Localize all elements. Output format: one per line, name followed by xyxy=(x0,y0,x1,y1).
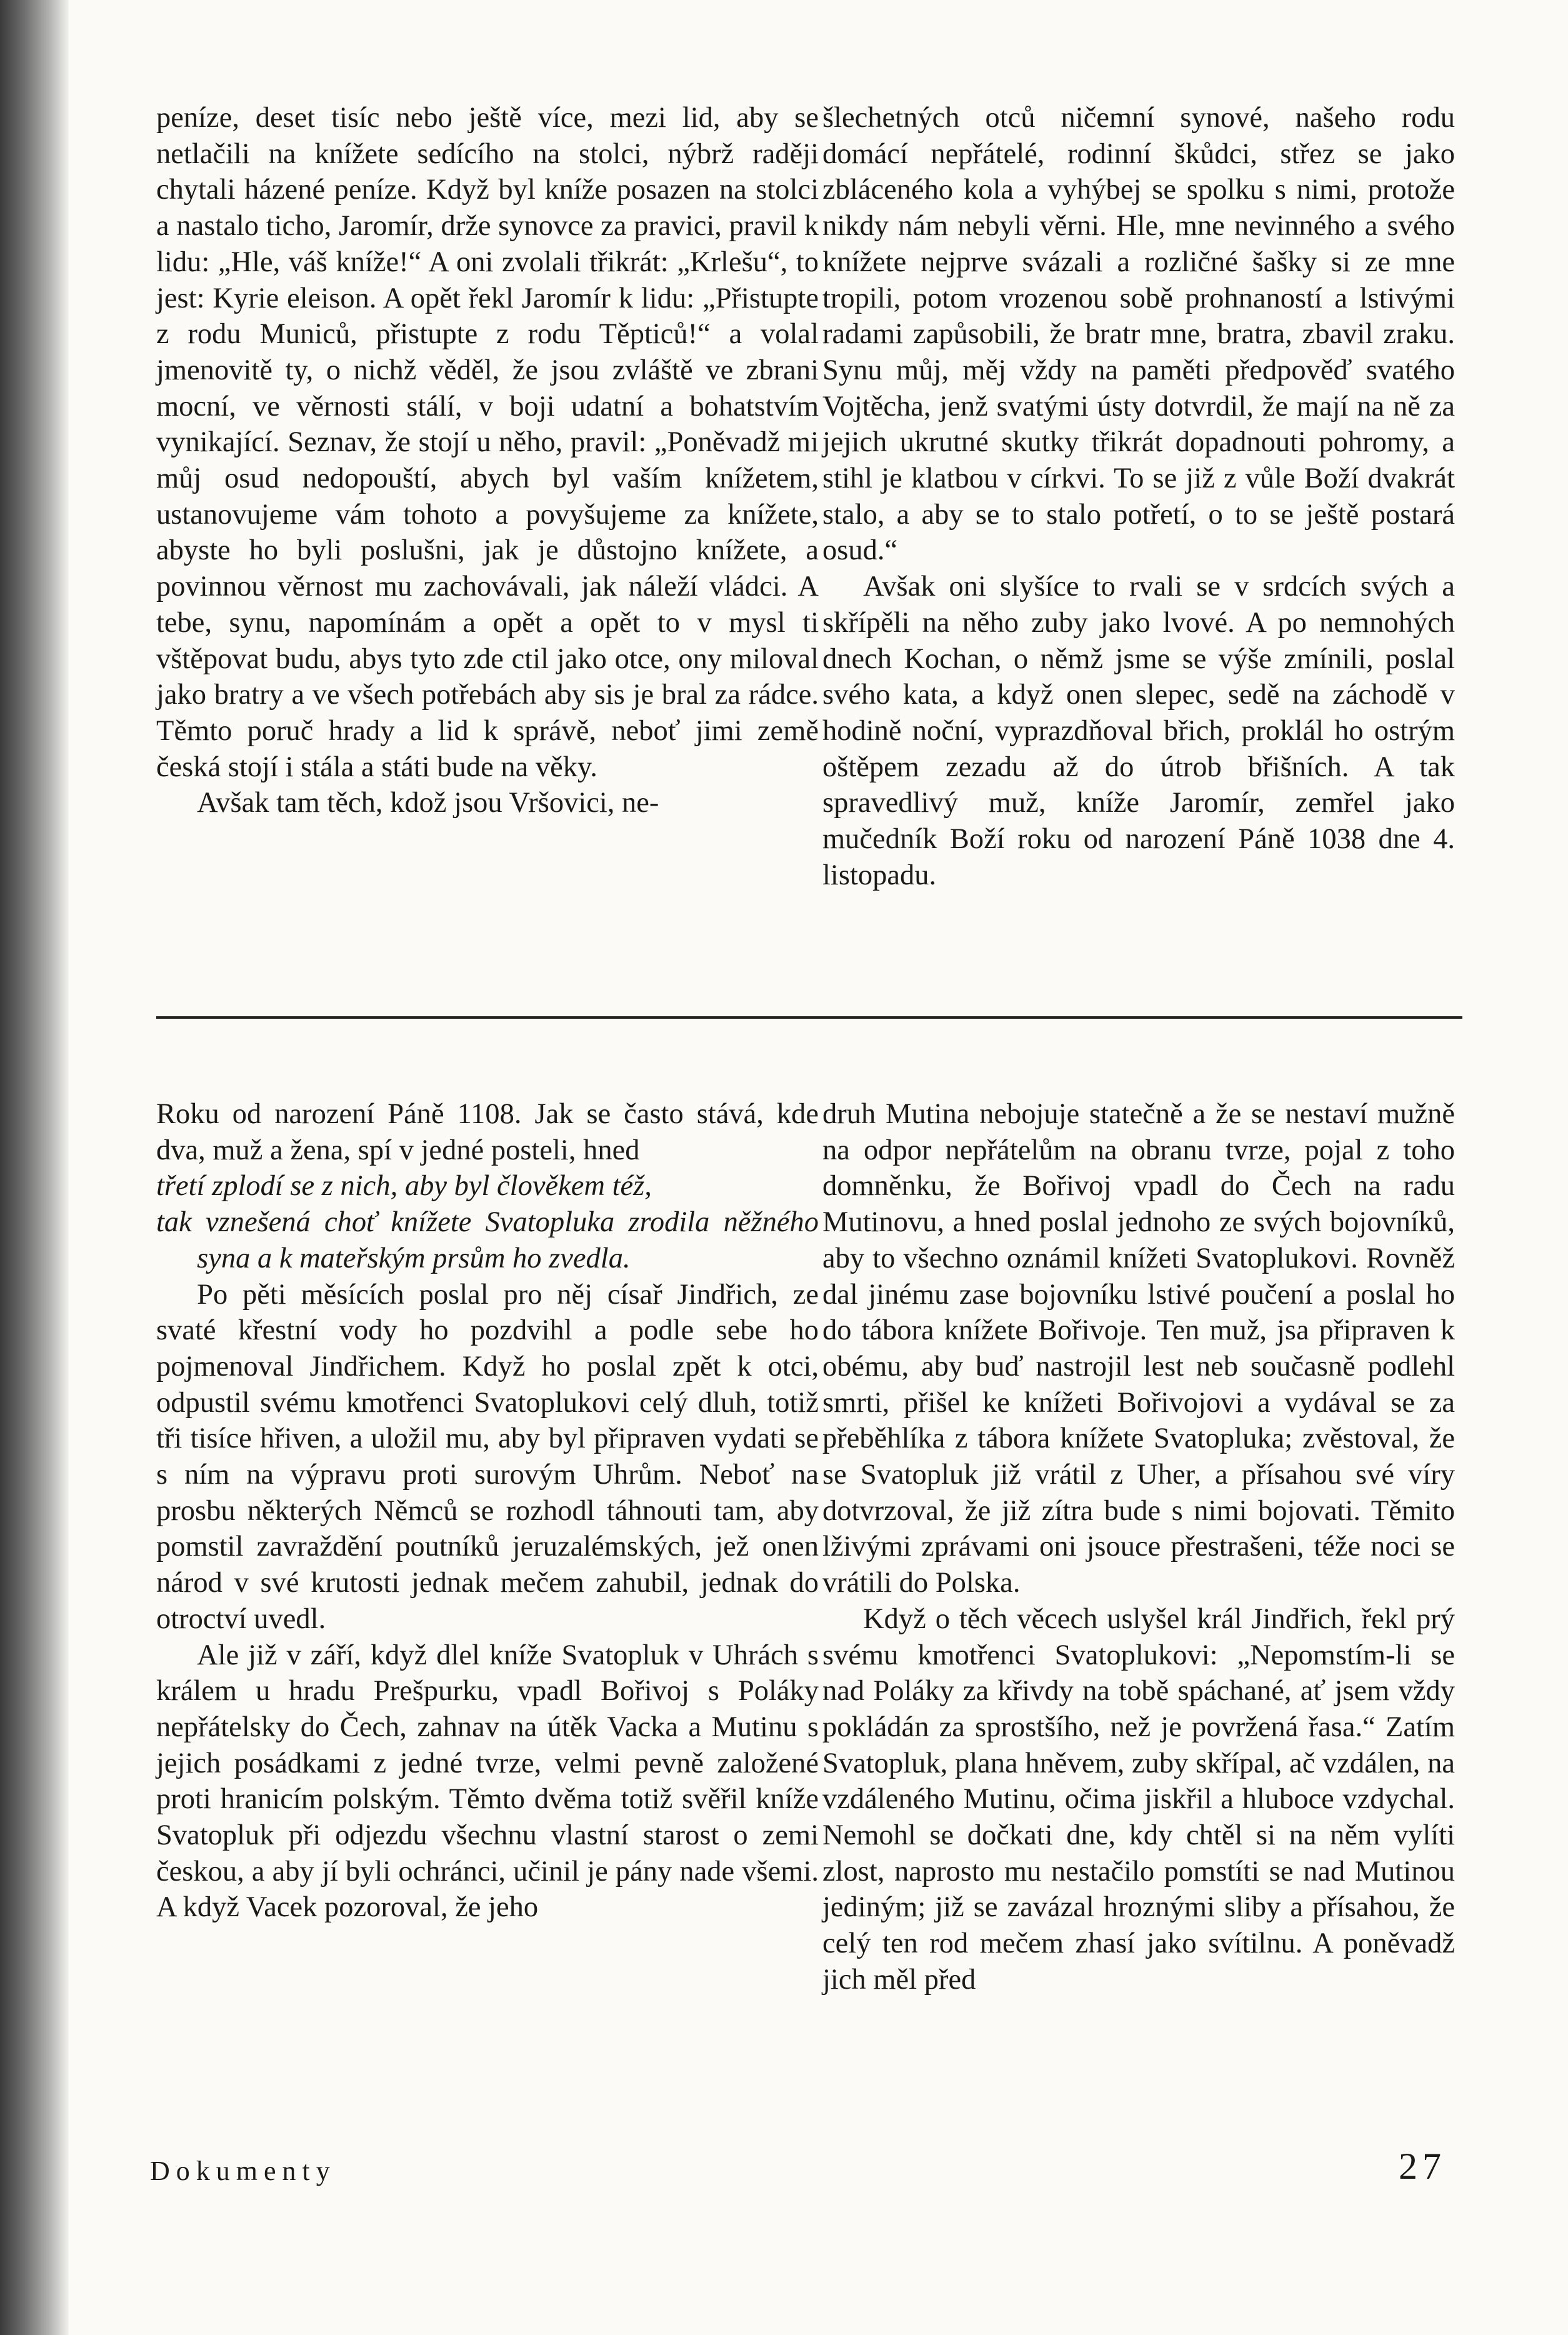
verse-line: tak vznešená choť knížete Svatopluka zrodila něžného syna a k mateřským prsům ho zvedla. xyxy=(156,1206,819,1274)
section-divider xyxy=(156,1016,1462,1019)
text-column-bottom-left xyxy=(156,1096,819,1926)
text-column-bottom-right xyxy=(822,1096,1455,1998)
running-footer-section: Dokumenty xyxy=(150,2156,336,2186)
paragraph: Když o těch věcech uslyšel král Jindřich, řekl prý svému kmotřenci Svatoplukovi: „Nepomstím-li se nad Poláky za křivdy na tobě spáchané, ať jsem vždy pokládán za sprostšího, než je povržená řasa.“ Zatím Svatopluk, plana hněvem, zuby skřípal, ač vzdálen, na vzdáleného Mutinu, očima jiskřil a hluboce vzdychal. Nemohl se dočkati dne, kdy chtěl si na něm vylíti zlost, naprosto mu nestačilo pomstíti se nad Mutinou jediným; již se zavázal hroznými sliby a přísahou, že celý ten rod mečem zhasí jako svítilnu. A poněvadž jich měl před xyxy=(822,1602,1455,1996)
paragraph: druh Mutina nebojuje statečně a že se nestaví mužně na odpor nepřátelům na obranu tvrze, pojal z toho domněnku, že Bořivoj vpadl do Čech na radu Mutinovu, a hned poslal jednoho ze svých bojovníků, aby to všechno oznámil knížeti Svatoplukovi. Rovněž dal jinému zase bojovníku lstivé poučení a poslal ho do tábora knížete Bořivoje. Ten muž, jsa připraven k obému, aby buď nastrojil lest neb současně podlehl smrti, přišel ke knížeti Bořivojovi a vydával se za přeběhlíka z tábora knížete Svatopluka; zvěstoval, že se Svatopluk již vrátil z Uher, a přísahou své víry dotvrzoval, že již zítra bude s nimi bojovati. Těmito lživými zprávami oni jsouce přestrašeni, téže noci se vrátili do Polska. xyxy=(822,1098,1455,1599)
paragraph: Po pěti měsících poslal pro něj císař Jindřich, ze svaté křestní vody ho pozdvihl a podle sebe ho pojmenoval Jindřichem. Když ho poslal zpět k otci, odpustil svému kmotřenci Svatoplukovi celý dluh, totiž tři tisíce hřiven, a uložil mu, aby byl připraven vydati se s ním na výpravu proti surovým Uhrům. Neboť na prosbu některých Němců se rozhodl táhnouti tam, aby pomstil zavraždění poutníků jeruzalémských, jež onen národ v své krutosti jednak mečem zahubil, jednak do otroctví uvedl. xyxy=(156,1278,819,1635)
text-column-top-left xyxy=(156,100,819,821)
paragraph: Avšak oni slyšíce to rvali se v srdcích svých a skřípěli na něho zuby jako lvové. A po nemnohých dnech Kochan, o němž jsme se výše zmínili, poslal svého kata, a když onen slepec, sedě na záchodě v hodině noční, vyprazdňoval břich, proklál ho ostrým oštěpem zezadu až do útrob břišních. A tak spravedlivý muž, kníže Jaromír, zemřel jako mučedník Boží roku od narození Páně 1038 dne 4. listopadu. xyxy=(822,571,1455,891)
page-number: 27 xyxy=(1399,2146,1446,2187)
book-binding-shadow xyxy=(0,0,69,2335)
verse-line: třetí zplodí se z nich, aby byl člověkem též, xyxy=(156,1170,652,1202)
paragraph: peníze, deset tisíc nebo ještě více, mezi lid, aby se netlačili na knížete sedícího na stolci, nýbrž raději chytali házené peníze. Když byl kníže posazen na stolci a nastalo ticho, Jaromír, drže synovce za pravici, pravil k lidu: „Hle, váš kníže!“ A oni zvolali třikrát: „Krlešu“, to jest: Kyrie eleison. A opět řekl Jaromír k lidu: „Přistupte z rodu Municů, přistupte z rodu Těpticů!“ a volal jmenovitě ty, o nichž věděl, že jsou zvláště ve zbrani mocní, ve věrnosti stálí, v boji udatní a bohatstvím vynikající. Seznav, že stojí u něho, pravil: „Poněvadž mi můj osud nedopouští, abych byl vaším knížetem, ustanovujeme vám tohoto a povyšujeme za knížete, abyste ho byli poslušni, jak je důstojno knížete, a povinnou věrnost mu zachovávali, jak náleží vládci. A tebe, synu, napomínám a opět a opět to v mysl ti vštěpovat budu, abys tyto zde ctil jako otce, ony miloval jako bratry a ve všech potřebách aby sis je bral za rádce. Těmto poruč hrady a lid k správě, neboť jimi země česká stojí i stála a státi bude na věky. xyxy=(156,102,819,783)
paragraph: Ale již v září, když dlel kníže Svatopluk v Uhrách s králem u hradu Prešpurku, vpadl Bořivoj s Poláky nepřátelsky do Čech, zahnav na útěk Vacka a Mutinu s jejich posádkami z jedné tvrze, velmi pevně založené proti hranicím polským. Těmto dvěma totiž svěřil kníže Svatopluk při odjezdu všechnu vlastní starost o zemi českou, a aby jí byli ochránci, učinil je pány nade všemi. A když Vacek pozoroval, že jeho xyxy=(156,1639,819,1924)
text-column-top-right xyxy=(822,100,1455,893)
paragraph: šlechetných otců ničemní synové, našeho rodu domácí nepřátelé, rodinní škůdci, střez se jako zbláceného kola a vyhýbej se spolku s nimi, protože nikdy nám nebyli věrni. Hle, mne nevinného a svého knížete nejprve svázali a rozličné šašky si ze mne tropili, potom vrozenou sobě prohnaností a lstivými radami zapůsobili, že bratr mne, bratra, zbavil zraku. Synu můj, měj vždy na paměti předpověď svatého Vojtěcha, jenž svatými ústy dotvrdil, že mají na ně za jejich ukrutné skutky třikrát dopadnouti pohromy, a stihl je klatbou v církvi. To se již z vůle Boží dvakrát stalo, a aby se to stalo potřetí, o to se ještě postará osud.“ xyxy=(822,102,1455,567)
paragraph: Avšak tam těch, kdož jsou Vršovici, ne- xyxy=(197,787,659,819)
paragraph: Roku od narození Páně 1108. Jak se často stává, kde dva, muž a žena, spí v jedné posteli, hned xyxy=(156,1098,819,1166)
